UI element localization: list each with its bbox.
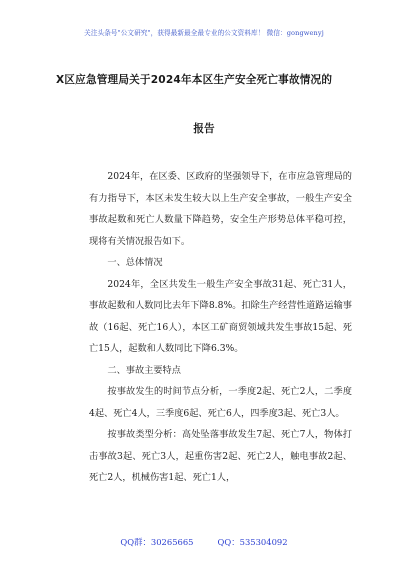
document-body <box>89 166 352 489</box>
section-heading-features: 二、事故主要特点 <box>107 364 181 376</box>
paragraph-type-analysis: 按事故类型分析：高处坠落事故发生7起、死亡7人，物体打击事故3起、死亡3人，起重伤害2起、死亡2人，触电事故2起、死亡2人，机械伤害1起、死亡1人， <box>89 429 352 483</box>
document-title-line2: 报告 <box>193 123 215 135</box>
section-heading-overview: 一、总体情况 <box>107 257 163 268</box>
header-note: 关注头条号"公文研究"，获得最新最全最专业的公文资料库！ 微信：gongwenyj <box>84 29 324 37</box>
footer-qq-group: QQ群：30265665 <box>120 537 194 547</box>
paragraph-time-analysis: 按事故发生的时间节点分析，一季度2起、死亡2人，二季度4起、死亡4人，三季度6起、死亡6人，四季度3起、死亡3人。 <box>89 386 352 419</box>
footer-qq: QQ：535304092 <box>217 537 288 547</box>
footer-contact <box>0 536 408 548</box>
paragraph-intro: 2024年，在区委、区政府的坚强领导下，在市应急管理局的有力指导下，本区未发生较大以上生产安全事故，一般生产安全事故起数和死亡人数量下降趋势，安全生产形势总体平稳可控，现将有关情况报告如下。 <box>89 171 352 247</box>
paragraph-overview: 2024年，全区共发生一般生产安全事故31起、死亡31人，事故起数和人数同比去年下降8.8%。扣除生产经营性道路运输事故（16起、死亡16人），本区工矿商贸领域共发生事故15起、死亡15人，起数和人数同比下降6.3%。 <box>89 278 352 354</box>
document-title-line1: X区应急管理局关于2024年本区生产安全死亡事故情况的 <box>56 74 333 86</box>
